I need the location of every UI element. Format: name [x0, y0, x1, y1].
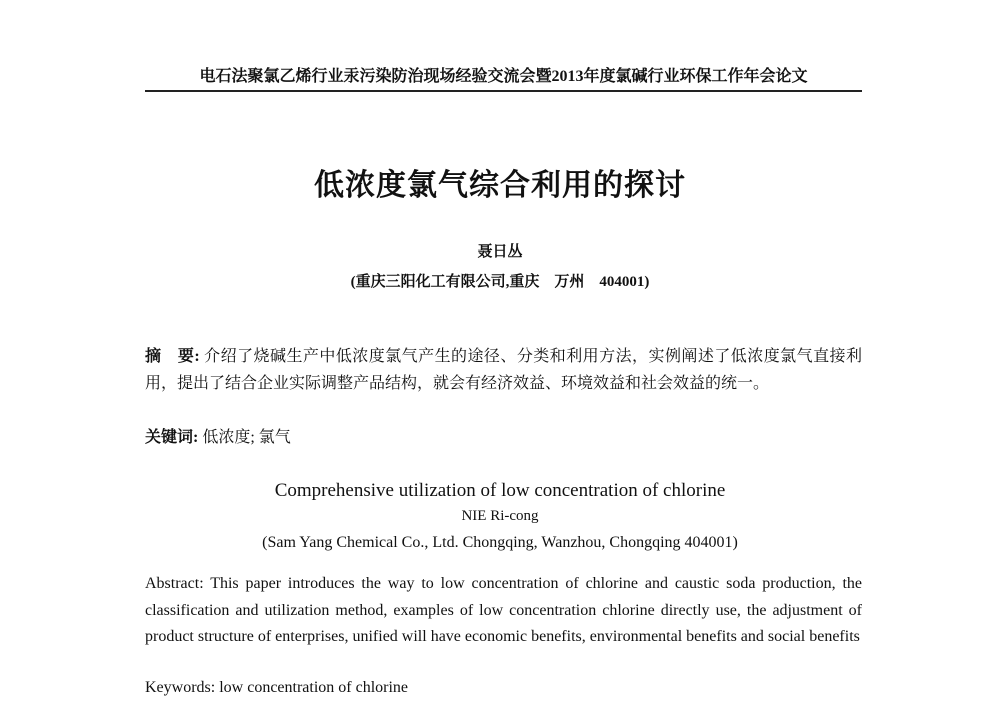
running-header: 电石法聚氯乙烯行业汞污染防治现场经验交流会暨2013年度氯碱行业环保工作年会论文	[199, 68, 808, 85]
author: 聂日丛	[477, 244, 523, 260]
header-rule	[145, 90, 862, 92]
english-author: NIE Ri-cong	[461, 508, 539, 524]
keywords-cn-label: 关键词:	[145, 429, 199, 446]
keywords-cn-text: 低浓度; 氯气	[202, 429, 291, 446]
abstract-cn-text: 介绍了烧碱生产中低浓度氯气产生的途径、分类和利用方法，实例阐述了低浓度氯气直接利用，提出了结合企业实际调整产品结构，就会有经济效益、环境效益和社会效益的统一。	[145, 348, 862, 392]
english-abstract: Abstract: This paper introduces the way to low concentration of chlorine and caustic soda production, the classification and utilization method, examples of low concentration chlorine directly use, the adjustment of product structure of enterprises, unified will have economic benefits, environmental benefits and social benefits	[145, 575, 862, 645]
abstract-cn-label: 摘 要:	[145, 348, 200, 365]
affiliation: (重庆三阳化工有限公司,重庆 万州 404001)	[350, 274, 650, 290]
paper-title: 低浓度氯气综合利用的探讨	[314, 169, 686, 202]
abstract-cn	[145, 343, 862, 397]
english-title: Comprehensive utilization of low concentration of chlorine	[274, 480, 726, 501]
english-affiliation: (Sam Yang Chemical Co., Ltd. Chongqing, Wanzhou, Chongqing 404001)	[262, 534, 738, 551]
keywords-cn	[145, 424, 291, 447]
english-keywords: Keywords: low concentration of chlorine	[145, 679, 409, 696]
